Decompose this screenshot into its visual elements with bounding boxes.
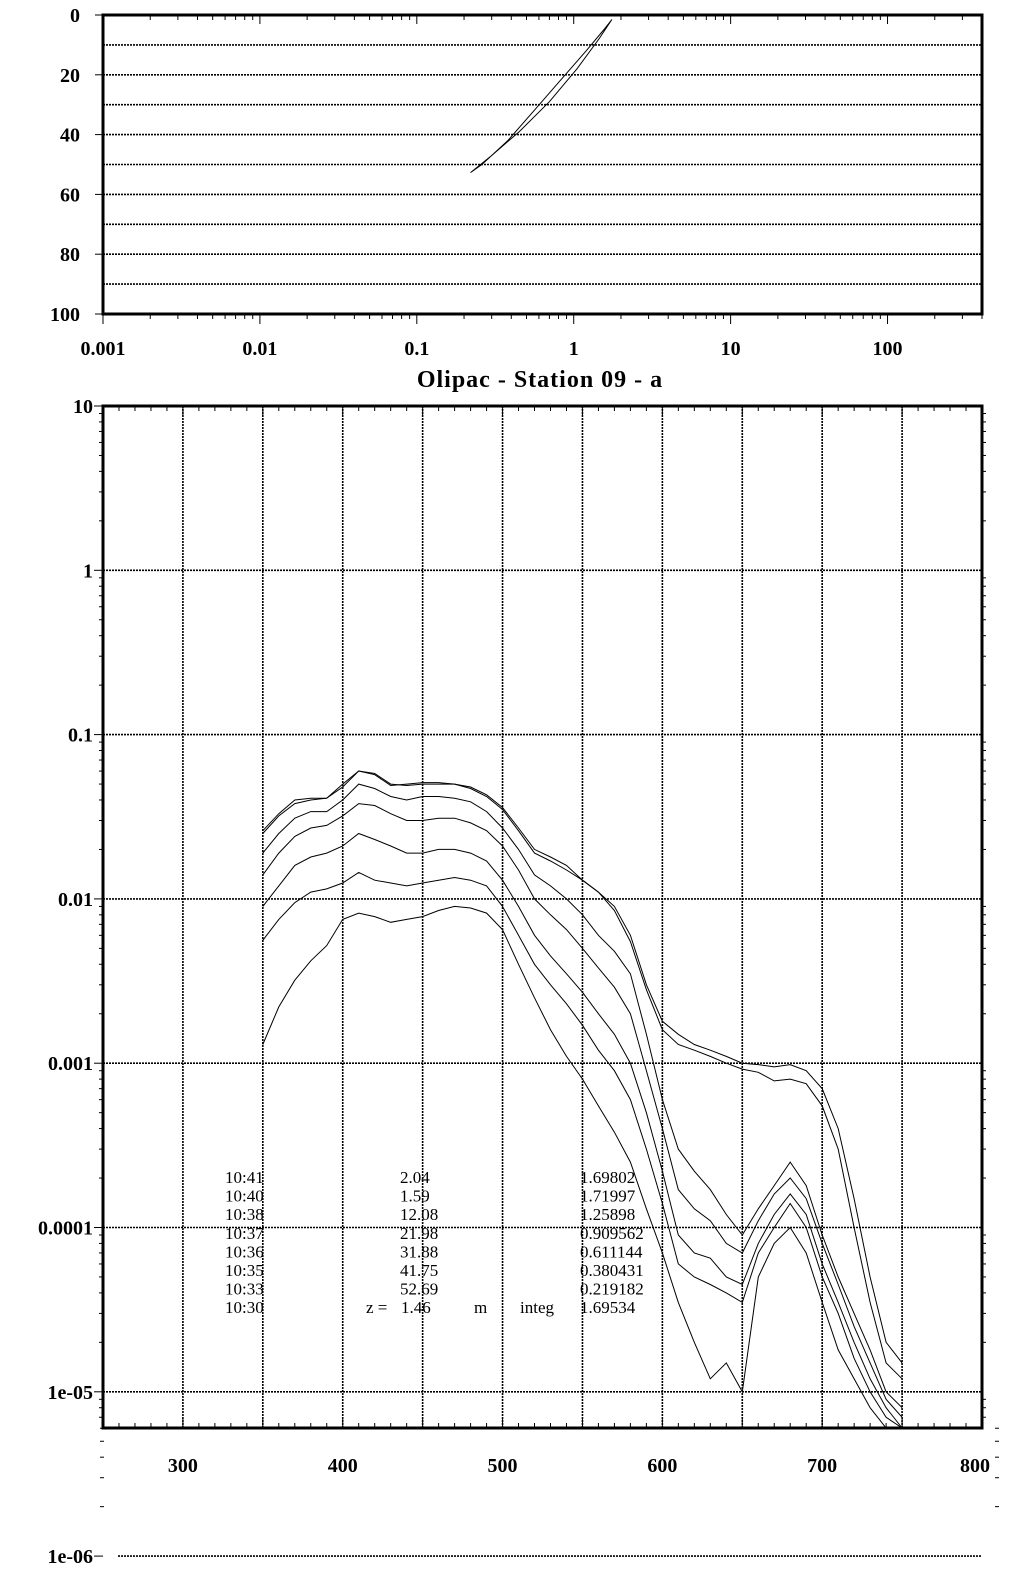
x-tick-label: 1 [568, 338, 579, 360]
legend-time: 10:38 [225, 1205, 264, 1225]
y-tick-label: 80 [60, 244, 80, 267]
legend-depth: 31.88 [400, 1242, 439, 1262]
y-tick-label: 100 [50, 304, 80, 326]
depth-panel-grid [103, 45, 982, 284]
z-label: z = [366, 1298, 388, 1318]
legend-depth: 52.69 [400, 1279, 439, 1299]
legend-depth: 12.08 [400, 1205, 439, 1225]
legend-depth: 2.04 [400, 1168, 430, 1187]
legend-time: 10:33 [225, 1279, 264, 1299]
legend-integ: 0.219182 [580, 1279, 644, 1299]
legend-time: 10:30 [225, 1298, 264, 1318]
integ-label: integ [520, 1298, 554, 1318]
x-tick-label: 500 [487, 1455, 518, 1477]
y-tick-label: 1 [83, 560, 93, 583]
integ-value: 1.69534 [580, 1298, 636, 1318]
x-tick-label: 800 [960, 1455, 990, 1477]
legend-time: 10:35 [225, 1261, 264, 1280]
y-tick-label: 60 [60, 184, 80, 207]
legend-integ: 1.69802 [580, 1168, 636, 1187]
y-tick-label: 1e-06 [47, 1546, 93, 1569]
x-tick-label: 700 [807, 1455, 838, 1477]
z-value: 1.46 [401, 1298, 431, 1318]
legend-integ: 1.71997 [580, 1186, 636, 1206]
x-tick-label: 0.01 [242, 338, 278, 360]
x-tick-label: 600 [647, 1455, 678, 1477]
legend-depth: 1.59 [400, 1186, 430, 1206]
legend-depth: 41.75 [400, 1261, 439, 1280]
depth-panel-series [471, 20, 612, 173]
legend-integ: 1.25898 [580, 1205, 636, 1225]
x-tick-label: 0.1 [404, 338, 430, 360]
y-tick-label: 1e-05 [47, 1381, 93, 1404]
y-tick-label: 0.01 [58, 888, 93, 911]
z-unit: m [474, 1298, 488, 1318]
legend-integ: 0.611144 [580, 1242, 643, 1262]
legend-depth: 21.98 [400, 1223, 439, 1243]
y-tick-label: 0 [70, 5, 80, 27]
depth-panel-ticks [50, 5, 982, 360]
legend-annotations [225, 1168, 644, 1317]
y-tick-label: 0.001 [48, 1053, 93, 1076]
legend-time: 10:37 [225, 1223, 264, 1243]
legend-time: 10:40 [225, 1186, 264, 1206]
y-tick-label: 0.1 [68, 724, 93, 747]
chart-title: Olipac - Station 09 - a [416, 367, 664, 393]
y-tick-label: 10 [73, 396, 93, 418]
legend-integ: 0.380431 [580, 1261, 644, 1280]
x-tick-label: 10 [720, 338, 741, 360]
x-tick-label: 400 [327, 1455, 358, 1477]
y-tick-label: 40 [60, 124, 80, 147]
x-tick-label: 0.001 [80, 338, 126, 360]
x-tick-label: 300 [167, 1455, 198, 1477]
y-tick-label: 20 [60, 64, 80, 87]
y-tick-label: 0.0001 [38, 1217, 93, 1240]
depth-profile-line [471, 20, 612, 173]
x-tick-label: 100 [872, 338, 903, 360]
legend-integ: 0.909562 [580, 1223, 644, 1243]
legend-time: 10:36 [225, 1242, 264, 1262]
legend-time: 10:41 [225, 1168, 264, 1187]
